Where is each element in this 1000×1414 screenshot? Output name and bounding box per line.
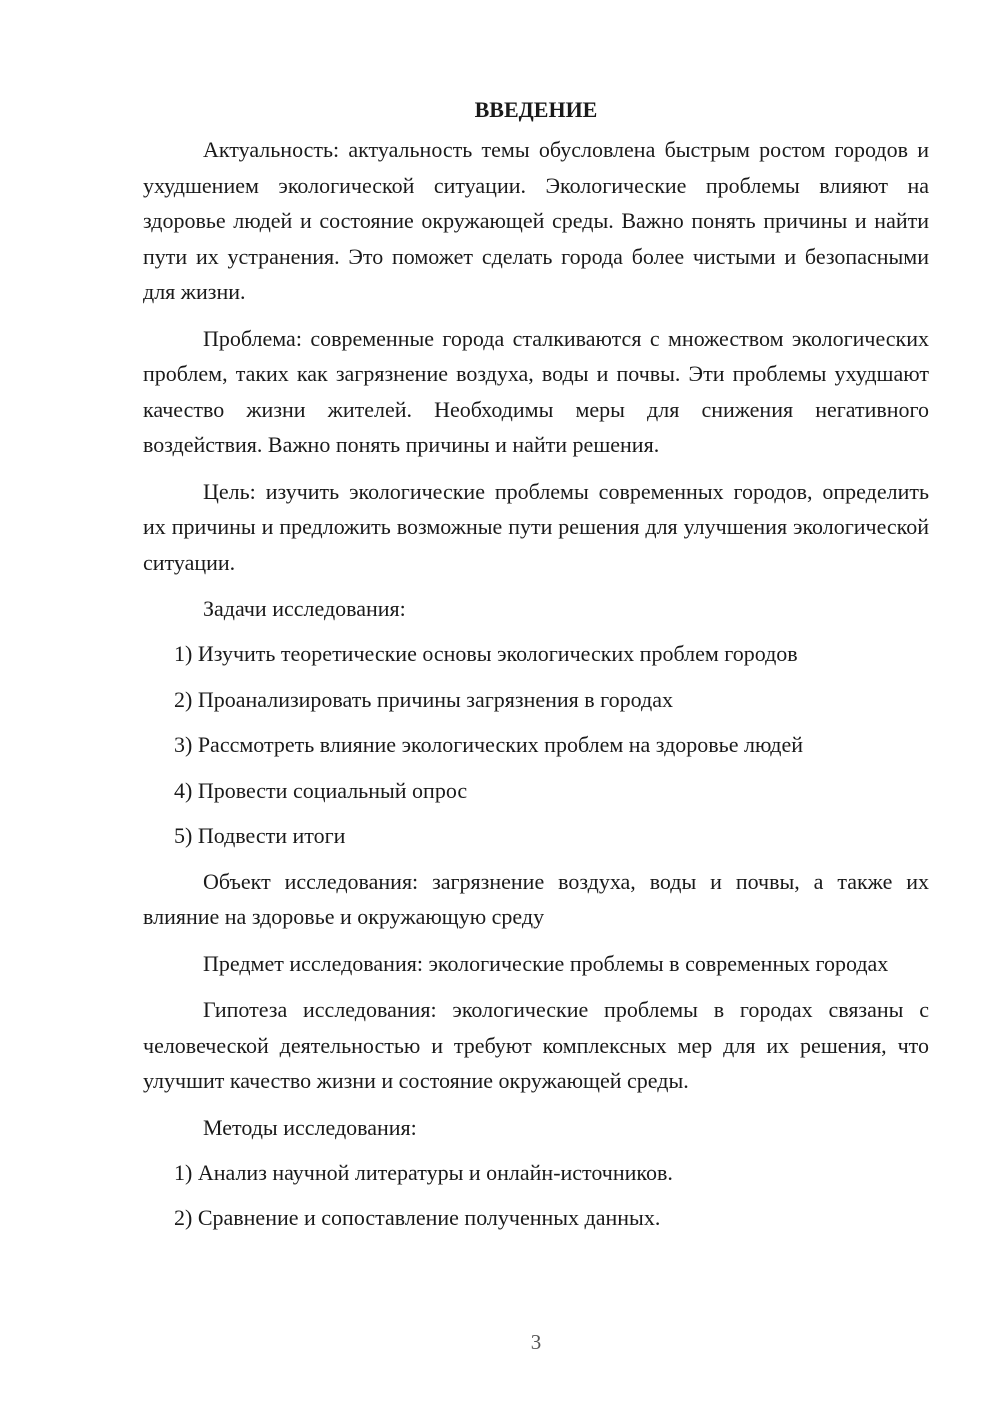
task-item: 3) Рассмотреть влияние экологических проблем на здоровье людей xyxy=(174,732,803,757)
document-page xyxy=(143,88,929,1246)
tasks-heading: Задачи исследования: xyxy=(203,596,406,621)
object-paragraph: Объект исследования: загрязнение воздуха, воды и почвы, а также их влияние на здоровье и окружающую среду xyxy=(143,868,929,929)
page-number: 3 xyxy=(530,1330,542,1354)
subject-paragraph: Предмет исследования: экологические проблемы в современных городах xyxy=(203,950,889,976)
task-item: 4) Провести социальный опрос xyxy=(174,777,468,803)
page-title: ВВЕДЕНИЕ xyxy=(474,97,598,122)
relevance-paragraph: Актуальность: актуальность темы обусловлена быстрым ростом городов и ухудшением экологической ситуации. Экологические проблемы влияют на здоровье людей и состояние окружающей среды. Важно понять причины и найти пути их устранения. Это поможет сделать города более чистыми и безопасными для жизни. xyxy=(143,137,929,304)
method-item: 2) Сравнение и сопоставление полученных данных. xyxy=(174,1205,661,1230)
goal-paragraph: Цель: изучить экологические проблемы современных городов, определить их причины и предложить возможные пути решения для улучшения экологической ситуации. xyxy=(143,478,929,575)
task-item: 5) Подвести итоги xyxy=(174,823,346,848)
methods-heading: Методы исследования: xyxy=(203,1114,417,1140)
task-item: 1) Изучить теоретические основы экологических проблем городов xyxy=(174,641,798,666)
problem-paragraph: Проблема: современные города сталкиваются с множеством экологических проблем, таких как загрязнение воздуха, воды и почвы. Эти проблемы ухудшают качество жизни жителей. Необходимы меры для снижения негативного воздействия. Важно понять причины и найти решения. xyxy=(143,325,929,457)
method-item: 1) Анализ научной литературы и онлайн-источников. xyxy=(174,1159,673,1185)
task-item: 2) Проанализировать причины загрязнения в городах xyxy=(174,686,673,712)
hypothesis-paragraph: Гипотеза исследования: экологические проблемы в городах связаны с человеческой деятельностью и требуют комплексных мер для их решения, что улучшит качество жизни и состояние окружающей среды. xyxy=(143,997,929,1093)
